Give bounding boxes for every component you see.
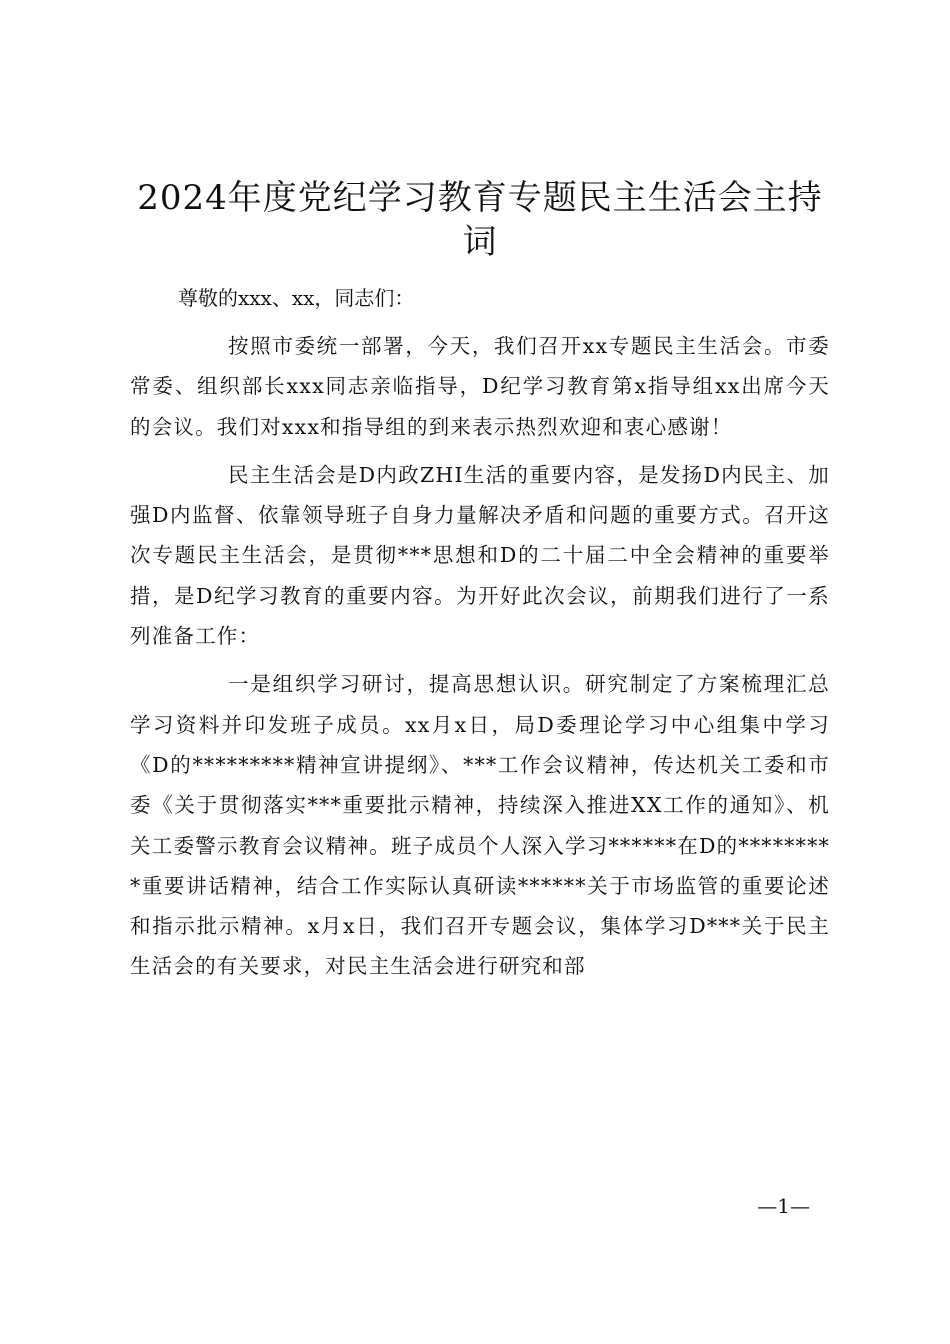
paragraph-opening: 按照市委统一部署，今天，我们召开xx专题民主生活会。市委常委、组织部长xxx同志亲临指导，D纪学习教育第x指导组xx出席今天的会议。我们对xxx和指导组的到来表示热烈欢迎和衷心感谢！	[130, 334, 830, 439]
document-body	[130, 278, 830, 987]
document-title: 2024年度党纪学习教育专题民主生活会主持词	[137, 178, 823, 262]
paragraph-preparation: 一是组织学习研讨，提高思想认识。研究制定了方案梳理汇总学习资料并印发班子成员。xx月x日，局D委理论学习中心组集中学习《D的*********精神宣讲提纲》、***工作会议精神，传达机关工委和市委《关于贯彻落实***重要批示精神，持续深入推进XX工作的通知》、机关工委警示教育会议精神。班子成员个人深入学习******在D的*********重要讲话精神，结合工作实际认真研读******关于市场监管的重要论述和指示批示精神。x月x日，我们召开专题会议，集体学习D***关于民主生活会的有关要求，对民主生活会进行研究和部	[130, 672, 830, 979]
paragraph-purpose: 民主生活会是D内政ZHI生活的重要内容，是发扬D内民主、加强D内监督、依靠领导班子自身力量解决矛盾和问题的重要方式。召开这次专题民主生活会，是贯彻***思想和D的二十届二中全会精神的重要举措，是D纪学习教育的重要内容。为开好此次会议，前期我们进行了一系列准备工作：	[130, 462, 830, 649]
page-number: —1—	[757, 1194, 810, 1218]
salutation: 尊敬的xxx、xx，同志们：	[178, 286, 415, 310]
